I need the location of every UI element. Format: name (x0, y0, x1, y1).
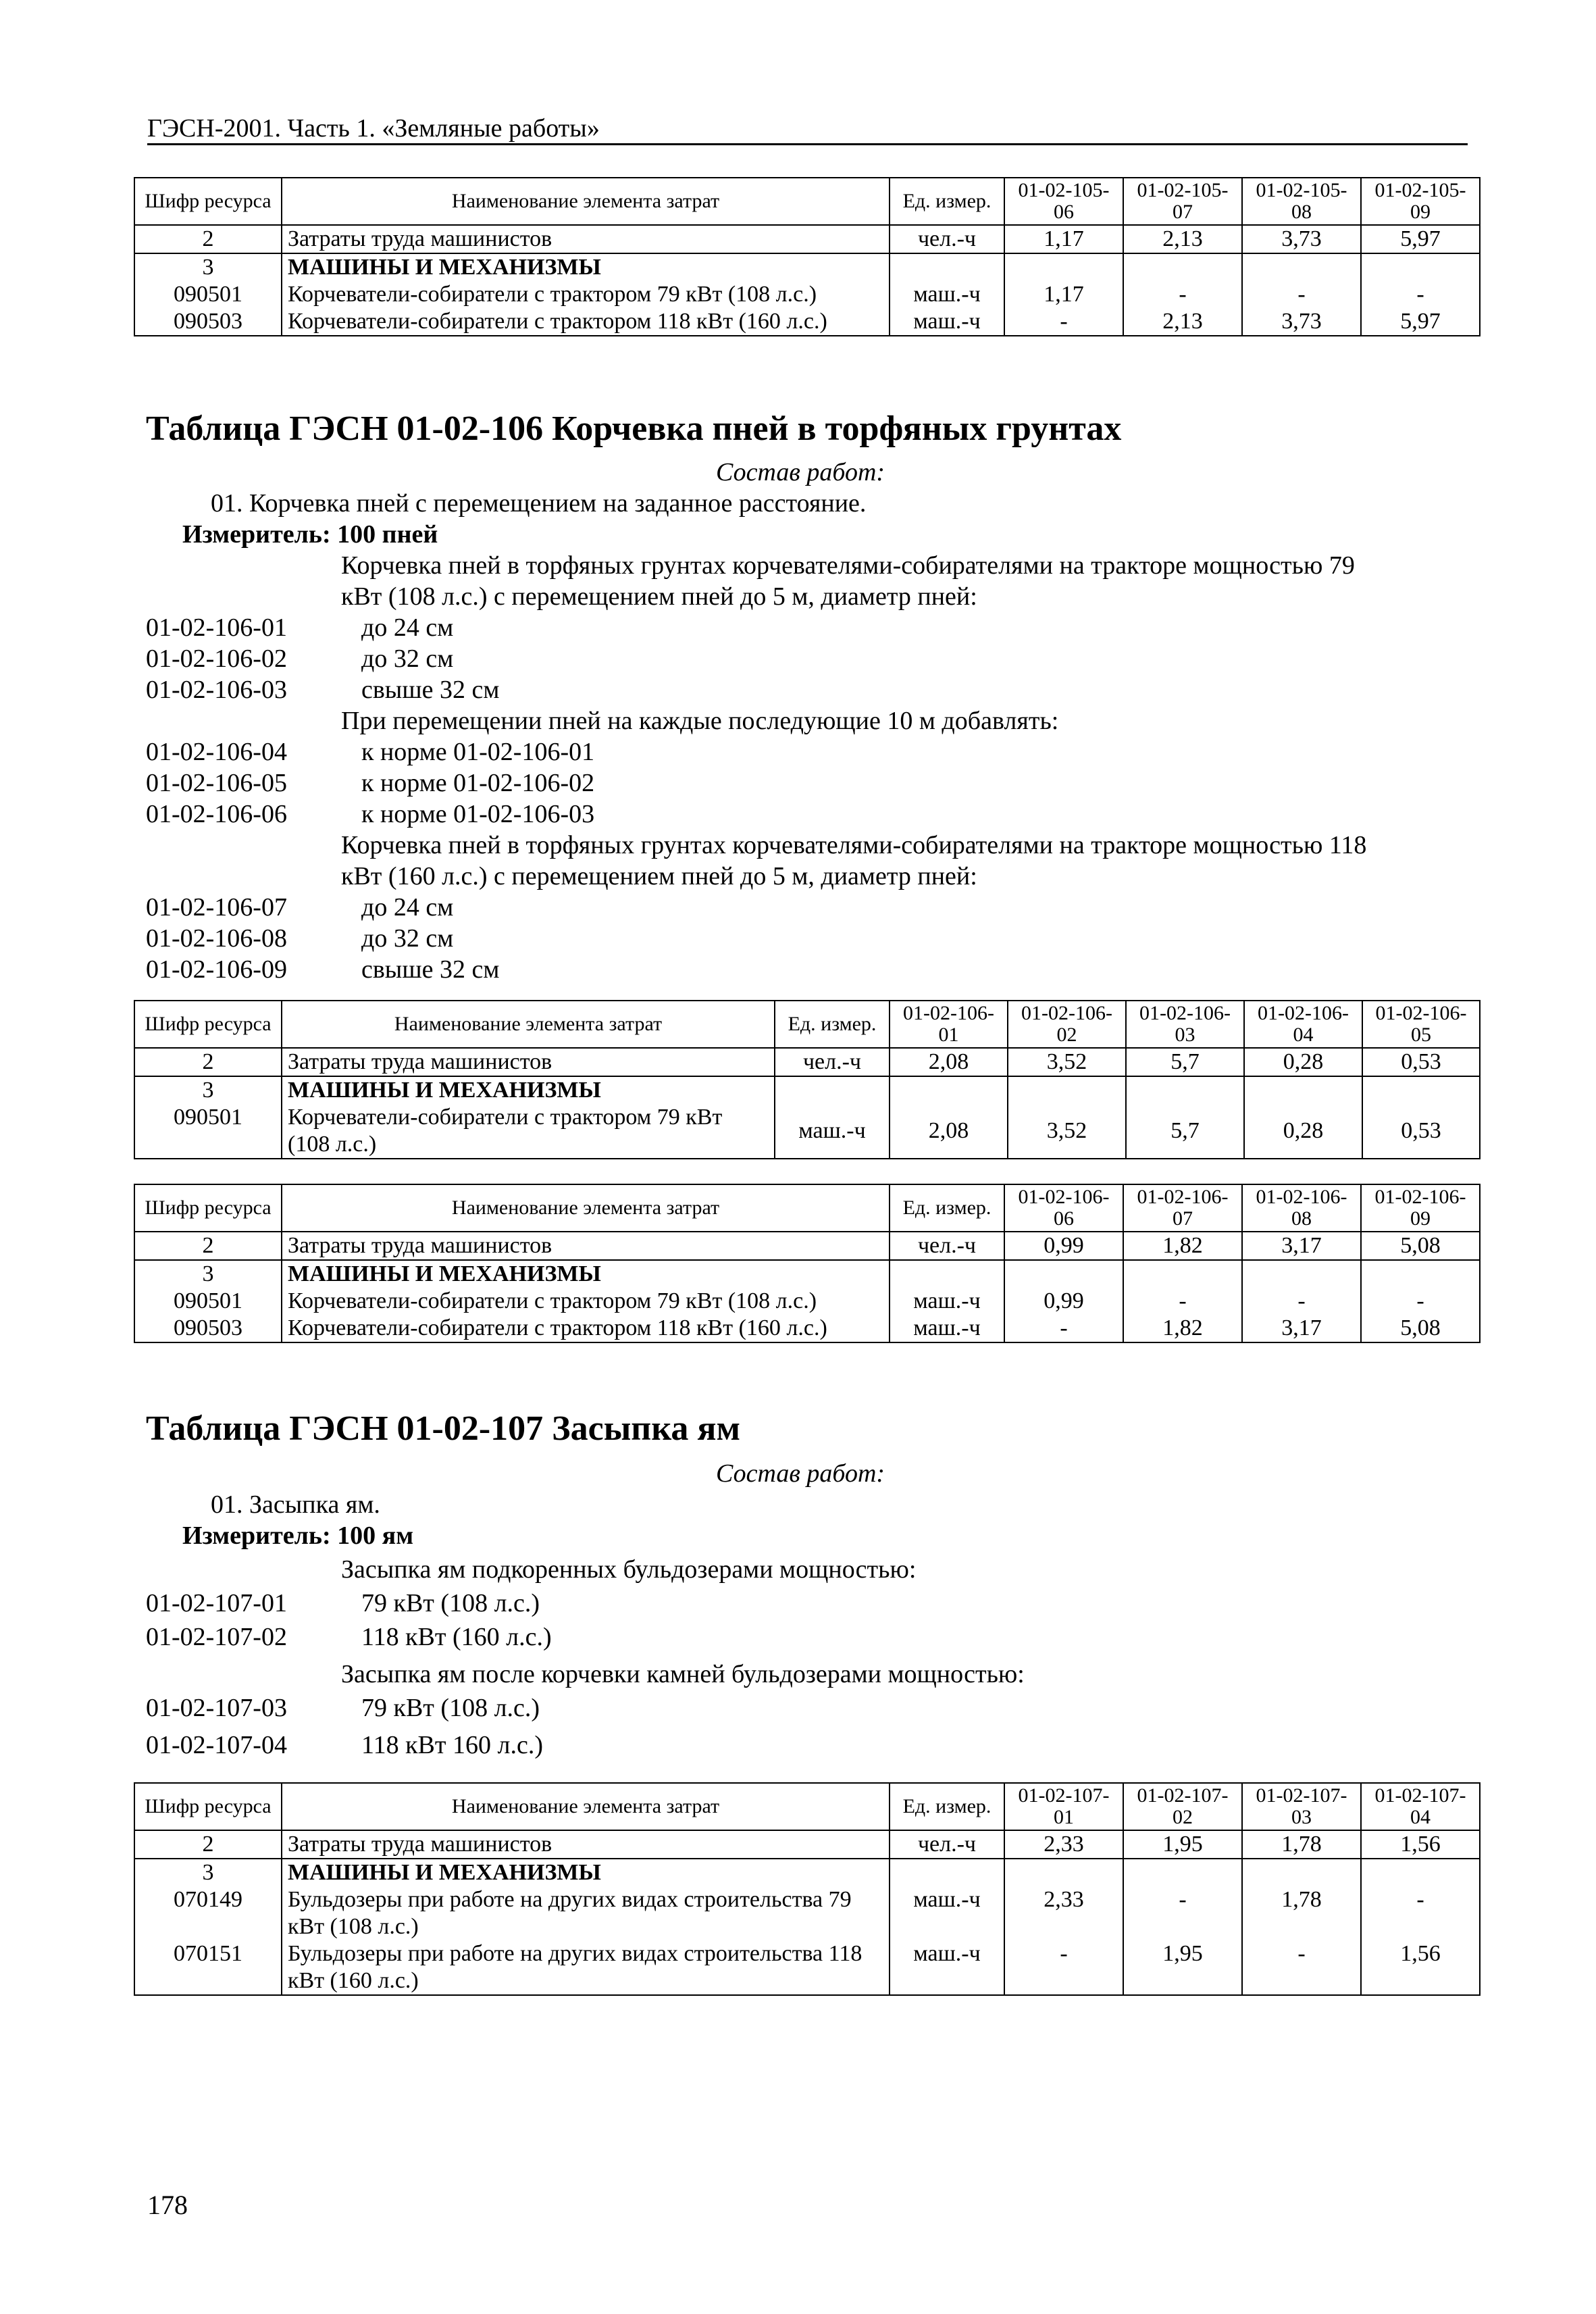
value: - (1004, 1315, 1123, 1342)
table-105 (134, 177, 1481, 336)
col-header-code: 01-02-105-08 (1242, 178, 1361, 225)
section-name: МАШИНЫ И МЕХАНИЗМЫ (282, 1859, 890, 1886)
table-row (134, 253, 1480, 281)
value: - (1361, 1288, 1480, 1315)
cost-name: Бульдозеры при работе на других видах строительства 79 кВт (108 л.с.) (282, 1886, 890, 1940)
section-name: МАШИНЫ И МЕХАНИЗМЫ (282, 1076, 775, 1104)
table-106-b (134, 1184, 1481, 1343)
col-header-code: 01-02-106-09 (1361, 1184, 1480, 1232)
table-row (134, 1048, 1480, 1076)
norm-code: 01-02-106-06 (146, 800, 287, 828)
table-107-title: Таблица ГЭСН 01-02-107 Засыпка ям (146, 1409, 740, 1448)
value: 2,33 (1004, 1886, 1123, 1940)
table-row (134, 1260, 1480, 1288)
description-line: кВт (160 л.с.) с перемещением пней до 5 м, диаметр пней: (341, 862, 977, 890)
resource-code: 2 (134, 1048, 282, 1076)
norm-text: свыше 32 см (361, 676, 500, 704)
description-line: кВт (108 л.с.) с перемещением пней до 5 м, диаметр пней: (341, 582, 977, 611)
value: 5,7 (1126, 1104, 1244, 1159)
value: 0,28 (1244, 1104, 1362, 1159)
col-header-unit: Ед. измер. (890, 1783, 1004, 1830)
norm-text: 118 кВт (160 л.с.) (361, 1623, 552, 1651)
value: - (1242, 1288, 1361, 1315)
value: 2,13 (1123, 308, 1242, 336)
value: - (1242, 1940, 1361, 1995)
cost-name: Затраты труда машинистов (282, 1830, 890, 1859)
table-row (134, 1315, 1480, 1342)
norm-text: до 32 см (361, 645, 454, 673)
resource-code: 3 (134, 253, 282, 281)
meter-label: Измеритель: 100 ям (182, 1521, 414, 1550)
cost-name: Затраты труда машинистов (282, 225, 890, 253)
norm-text: 79 кВт (108 л.с.) (361, 1694, 540, 1722)
value: 0,99 (1004, 1288, 1123, 1315)
unit: маш.-ч (890, 1288, 1004, 1315)
value: 2,33 (1004, 1830, 1123, 1859)
value: 1,56 (1361, 1940, 1480, 1995)
unit: маш.-ч (890, 1940, 1004, 1995)
resource-code: 090503 (134, 308, 282, 336)
work-description: 01. Корчевка пней с перемещением на заданное расстояние. (211, 489, 867, 518)
norm-text: до 24 см (361, 893, 454, 922)
col-header-resource: Шифр ресурса (134, 178, 282, 225)
resource-code: 3 (134, 1076, 282, 1104)
cost-name: Корчеватели-собиратели с трактором 118 кВт (160 л.с.) (282, 308, 890, 336)
resource-code: 3 (134, 1859, 282, 1886)
col-header-name: Наименование элемента затрат (282, 1001, 775, 1048)
value: - (1361, 281, 1480, 308)
col-header-unit: Ед. измер. (890, 1184, 1004, 1232)
norm-code: 01-02-106-02 (146, 645, 287, 673)
table-106-a (134, 1000, 1481, 1159)
description-line: Засыпка ям после корчевки камней бульдозерами мощностью: (341, 1660, 1025, 1688)
value: 3,17 (1242, 1315, 1361, 1342)
col-header-code: 01-02-106-06 (1004, 1184, 1123, 1232)
norm-code: 01-02-106-01 (146, 613, 287, 642)
unit: чел.-ч (775, 1048, 890, 1076)
norm-text: 118 кВт 160 л.с.) (361, 1731, 543, 1759)
norm-code: 01-02-106-04 (146, 738, 287, 766)
value: 3,52 (1008, 1104, 1126, 1159)
value: - (1004, 308, 1123, 336)
resource-code: 090501 (134, 1104, 282, 1159)
unit: маш.-ч (775, 1104, 890, 1159)
norm-code: 01-02-107-01 (146, 1589, 287, 1617)
unit: чел.-ч (890, 225, 1004, 253)
col-header-code: 01-02-105-07 (1123, 178, 1242, 225)
value: 1,82 (1123, 1232, 1242, 1260)
value: 5,7 (1126, 1048, 1244, 1076)
value: 1,82 (1123, 1315, 1242, 1342)
unit: чел.-ч (890, 1830, 1004, 1859)
work-composition-label: Состав работ: (716, 458, 885, 486)
value: 5,08 (1361, 1315, 1480, 1342)
value: - (1123, 1288, 1242, 1315)
value: 1,56 (1361, 1830, 1480, 1859)
table-row (134, 1076, 1480, 1104)
resource-code: 2 (134, 1232, 282, 1260)
norm-text: к норме 01-02-106-02 (361, 769, 595, 797)
col-header-code: 01-02-106-02 (1008, 1001, 1126, 1048)
norm-code: 01-02-107-04 (146, 1731, 287, 1759)
norm-code: 01-02-107-02 (146, 1623, 287, 1651)
col-header-name: Наименование элемента затрат (282, 1783, 890, 1830)
section-name: МАШИНЫ И МЕХАНИЗМЫ (282, 1260, 890, 1288)
cost-name: Корчеватели-собиратели с трактором 118 кВт (160 л.с.) (282, 1315, 890, 1342)
table-row (134, 1940, 1480, 1995)
table-row (134, 1232, 1480, 1260)
norm-text: до 24 см (361, 613, 454, 642)
value: 2,13 (1123, 225, 1242, 253)
value: - (1242, 281, 1361, 308)
value: 3,52 (1008, 1048, 1126, 1076)
value: 1,95 (1123, 1830, 1242, 1859)
value: 5,08 (1361, 1232, 1480, 1260)
col-header-code: 01-02-107-02 (1123, 1783, 1242, 1830)
norm-code: 01-02-106-03 (146, 676, 287, 704)
table-row (134, 1886, 1480, 1940)
col-header-code: 01-02-106-07 (1123, 1184, 1242, 1232)
section-name: МАШИНЫ И МЕХАНИЗМЫ (282, 253, 890, 281)
meter-label: Измеритель: 100 пней (182, 520, 438, 549)
table-row (134, 1288, 1480, 1315)
norm-code: 01-02-106-08 (146, 924, 287, 953)
norm-text: к норме 01-02-106-01 (361, 738, 595, 766)
norm-code: 01-02-106-05 (146, 769, 287, 797)
col-header-code: 01-02-106-01 (890, 1001, 1008, 1048)
cost-name: Бульдозеры при работе на других видах строительства 118 кВт (160 л.с.) (282, 1940, 890, 1995)
description-line: Корчевка пней в торфяных грунтах корчевателями-собирателями на тракторе мощностью 118 (341, 831, 1367, 859)
table-row (134, 1830, 1480, 1859)
unit: маш.-ч (890, 308, 1004, 336)
value: 3,73 (1242, 308, 1361, 336)
table-row (134, 308, 1480, 336)
value: 0,28 (1244, 1048, 1362, 1076)
col-header-resource: Шифр ресурса (134, 1001, 282, 1048)
value: 3,73 (1242, 225, 1361, 253)
table-106-title: Таблица ГЭСН 01-02-106 Корчевка пней в торфяных грунтах (146, 409, 1122, 448)
table-row (134, 225, 1480, 253)
resource-code: 2 (134, 1830, 282, 1859)
value: 0,53 (1362, 1048, 1480, 1076)
col-header-code: 01-02-105-09 (1361, 178, 1480, 225)
norm-code: 01-02-106-07 (146, 893, 287, 922)
resource-code: 070149 (134, 1886, 282, 1940)
norm-text: к норме 01-02-106-03 (361, 800, 595, 828)
col-header-resource: Шифр ресурса (134, 1184, 282, 1232)
value: 0,99 (1004, 1232, 1123, 1260)
value: - (1123, 281, 1242, 308)
table-row (134, 281, 1480, 308)
norm-code: 01-02-106-09 (146, 955, 287, 984)
cost-name: Корчеватели-собиратели с трактором 79 кВт (108 л.с.) (282, 1288, 890, 1315)
cost-name: Корчеватели-собиратели с трактором 79 кВт (108 л.с.) (282, 281, 890, 308)
value: - (1123, 1886, 1242, 1940)
work-description: 01. Засыпка ям. (211, 1490, 380, 1519)
value: 1,17 (1004, 225, 1123, 253)
work-composition-label: Состав работ: (716, 1459, 885, 1488)
col-header-code: 01-02-105-06 (1004, 178, 1123, 225)
value: 2,08 (890, 1104, 1008, 1159)
norm-text: свыше 32 см (361, 955, 500, 984)
value: - (1004, 1940, 1123, 1995)
value: 1,78 (1242, 1830, 1361, 1859)
table-row (134, 1859, 1480, 1886)
col-header-code: 01-02-107-04 (1361, 1783, 1480, 1830)
resource-code: 090503 (134, 1315, 282, 1342)
value: 1,78 (1242, 1886, 1361, 1940)
norm-text: до 32 см (361, 924, 454, 953)
description-line: При перемещении пней на каждые последующие 10 м добавлять: (341, 707, 1059, 735)
resource-code: 2 (134, 225, 282, 253)
col-header-name: Наименование элемента затрат (282, 178, 890, 225)
value: 2,08 (890, 1048, 1008, 1076)
resource-code: 090501 (134, 281, 282, 308)
col-header-code: 01-02-106-04 (1244, 1001, 1362, 1048)
norm-text: 79 кВт (108 л.с.) (361, 1589, 540, 1617)
table-107 (134, 1782, 1481, 1996)
col-header-code: 01-02-107-03 (1242, 1783, 1361, 1830)
page-header: ГЭСН-2001. Часть 1. «Земляные работы» (147, 114, 1468, 145)
col-header-unit: Ед. измер. (775, 1001, 890, 1048)
resource-code: 090501 (134, 1288, 282, 1315)
page-number: 178 (147, 2190, 188, 2220)
col-header-code: 01-02-106-08 (1242, 1184, 1361, 1232)
description-line: Корчевка пней в торфяных грунтах корчевателями-собирателями на тракторе мощностью 79 (341, 551, 1355, 580)
value: 0,53 (1362, 1104, 1480, 1159)
value: - (1361, 1886, 1480, 1940)
norm-code: 01-02-107-03 (146, 1694, 287, 1722)
unit: чел.-ч (890, 1232, 1004, 1260)
unit: маш.-ч (890, 1315, 1004, 1342)
description-line: Засыпка ям подкоренных бульдозерами мощностью: (341, 1555, 917, 1584)
cost-name: Затраты труда машинистов (282, 1048, 775, 1076)
cost-name: Корчеватели-собиратели с трактором 79 кВт (108 л.с.) (282, 1104, 775, 1159)
value: 5,97 (1361, 225, 1480, 253)
col-header-name: Наименование элемента затрат (282, 1184, 890, 1232)
cost-name: Затраты труда машинистов (282, 1232, 890, 1260)
table-row (134, 1104, 1480, 1159)
resource-code: 070151 (134, 1940, 282, 1995)
value: 3,17 (1242, 1232, 1361, 1260)
col-header-resource: Шифр ресурса (134, 1783, 282, 1830)
resource-code: 3 (134, 1260, 282, 1288)
col-header-code: 01-02-107-01 (1004, 1783, 1123, 1830)
col-header-unit: Ед. измер. (890, 178, 1004, 225)
unit: маш.-ч (890, 281, 1004, 308)
value: 1,95 (1123, 1940, 1242, 1995)
col-header-code: 01-02-106-03 (1126, 1001, 1244, 1048)
unit: маш.-ч (890, 1886, 1004, 1940)
value: 1,17 (1004, 281, 1123, 308)
col-header-code: 01-02-106-05 (1362, 1001, 1480, 1048)
value: 5,97 (1361, 308, 1480, 336)
